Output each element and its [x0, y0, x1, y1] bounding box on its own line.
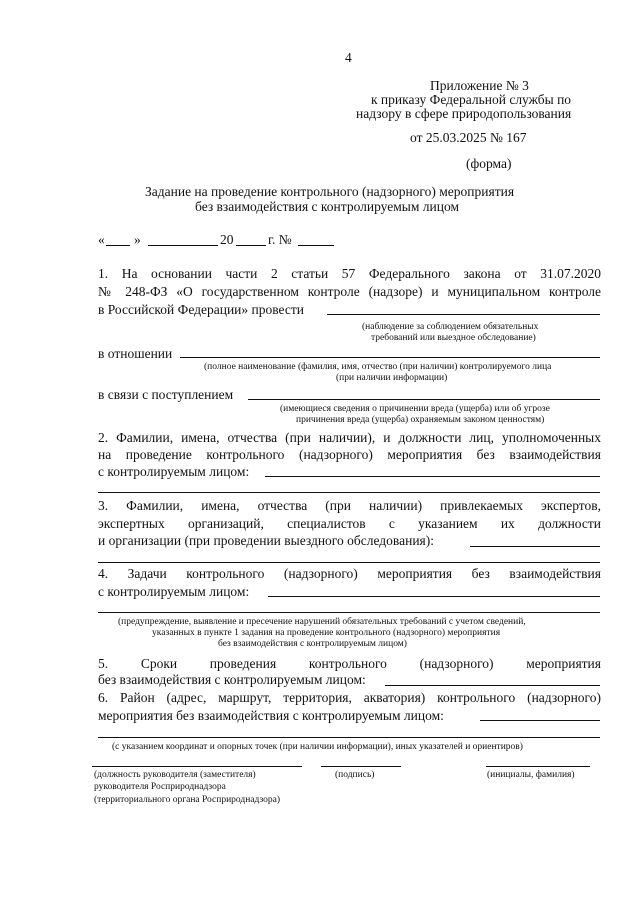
area-field[interactable] [480, 720, 600, 721]
hint-controlled-person-1: (полное наименование (фамилия, имя, отчество (при наличии) контролируемого лица [204, 362, 552, 372]
experts-field-extra[interactable] [98, 562, 600, 563]
section6-line1: 6. Район (адрес, маршрут, территория, акватория) контрольного (надзорного) [98, 690, 601, 705]
number-field[interactable] [298, 245, 334, 246]
appendix-title: Приложение № 3 [430, 78, 529, 93]
hint-tasks-2: указанных в пункте 1 задания на проведение контрольного (надзорного) мероприятия [152, 628, 501, 638]
position-field[interactable] [92, 766, 302, 767]
inspectors-field-extra[interactable] [98, 492, 600, 493]
section1-line3: в Российской Федерации» провести [98, 302, 305, 317]
hint-controlled-person-2: (при наличии информации) [336, 373, 448, 383]
section1-line2: № 248-ФЗ «О государственном контроле (надзоре) и муниципальном контроле [98, 284, 601, 299]
name-field[interactable] [486, 766, 590, 767]
appendix-agency: надзору в сфере природопользования [356, 106, 572, 121]
section3-line2: экспертных организаций, специалистов с указанием их должности [98, 516, 601, 531]
section3-line3: и организации (при проведении выездного обследования): [98, 533, 434, 548]
page-number: 4 [345, 50, 352, 65]
quote-open: « [98, 232, 105, 247]
section5-line2: без взаимодействия с контролируемым лицом: [98, 672, 366, 687]
appendix-order-ref: к приказу Федеральной службы по [371, 92, 572, 107]
hint-grounds-2: причинения вреда (ущерба) охраняемым законом ценностям) [296, 415, 545, 425]
position-label-3: (территориального органа Росприроднадзора) [94, 795, 281, 805]
signature-label: (подпись) [335, 770, 375, 780]
day-field[interactable] [106, 245, 130, 246]
section1-line1: 1. На основании части 2 статьи 57 Федерального закона от 31.07.2020 [98, 266, 601, 281]
section3-line1: 3. Фамилии, имена, отчества (при наличии) привлекаемых экспертов, [98, 498, 601, 513]
area-field-extra[interactable] [98, 737, 600, 738]
year-prefix: 20 [220, 232, 234, 247]
position-label-1: (должность руководителя (заместителя) [94, 770, 256, 780]
hint-tasks-1: (предупреждение, выявление и пресечение нарушений обязательных требований с учетом сведений, [118, 617, 526, 627]
section6-line2: мероприятия без взаимодействия с контролируемым лицом: [98, 708, 444, 723]
quote-close: » [134, 232, 141, 247]
section2-line2: на проведение контрольного (надзорного) мероприятия без взаимодействия [98, 447, 601, 462]
signature-field[interactable] [321, 766, 401, 767]
regarding-label: в отношении [98, 346, 173, 361]
section2-line3: с контролируемым лицом: [98, 464, 250, 479]
hint-tasks-3: без взаимодействия с контролируемым лицом) [218, 639, 407, 649]
number-label: г. № [268, 232, 292, 247]
hint-event-type-2: требований или выездное обследование) [371, 333, 536, 343]
hint-area: (с указанием координат и опорных точек (при наличии информации), иных указателей и ориентиров) [112, 742, 523, 752]
section5-line1: 5. Сроки проведения контрольного (надзорного) мероприятия [98, 656, 601, 671]
experts-field[interactable] [470, 546, 600, 547]
inspectors-field[interactable] [265, 476, 600, 477]
hint-grounds-1: (имеющиеся сведения о причинении вреда (ущерба) или об угрозе [280, 404, 550, 414]
document-title-line2: без взаимодействия с контролируемым лицом [195, 199, 459, 214]
name-label: (инициалы, фамилия) [487, 770, 575, 780]
terms-field[interactable] [385, 685, 600, 686]
section4-line1: 4. Задачи контрольного (надзорного) мероприятия без взаимодействия [98, 566, 601, 581]
document-title-line1: Задание на проведение контрольного (надзорного) мероприятия [145, 184, 515, 199]
due-to-label: в связи с поступлением [98, 387, 234, 402]
month-field[interactable] [148, 245, 218, 246]
form-label: (форма) [466, 156, 512, 171]
hint-event-type-1: (наблюдение за соблюдением обязательных [362, 322, 539, 332]
grounds-field[interactable] [248, 399, 600, 400]
year-field[interactable] [236, 245, 266, 246]
section4-line2: с контролируемым лицом: [98, 584, 250, 599]
tasks-field-extra[interactable] [98, 612, 600, 613]
section2-line1: 2. Фамилии, имена, отчества (при наличии), и должности лиц, уполномоченных [98, 430, 601, 445]
controlled-person-field[interactable] [180, 357, 600, 358]
event-type-field[interactable] [327, 314, 600, 315]
tasks-field[interactable] [268, 596, 600, 597]
appendix-date: от 25.03.2025 № 167 [410, 130, 527, 145]
position-label-2: руководителя Росприроднадзора [94, 782, 226, 792]
